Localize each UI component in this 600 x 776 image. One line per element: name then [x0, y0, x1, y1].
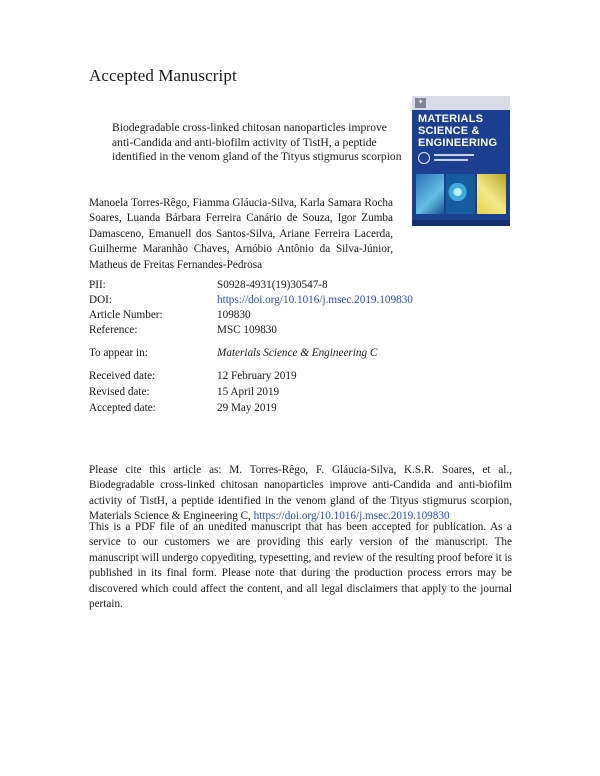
accepted-label: Accepted date:: [89, 402, 156, 414]
doi-link[interactable]: https://doi.org/10.1016/j.msec.2019.109830: [217, 294, 413, 306]
accepted-value: 29 May 2019: [217, 402, 277, 414]
journal-cover: [412, 96, 510, 226]
cover-emblem-icon: [418, 152, 430, 164]
received-value: 12 February 2019: [217, 370, 297, 382]
reference-label: Reference:: [89, 324, 138, 336]
notice-paragraph: This is a PDF file of an unedited manuscript that has been accepted for publication. As a service to our customers we are providing this early version of the manuscript. The manuscript will undergo copyediting, typesetting, and review of the resulting proof before it is published in its final form. Please note that during the production process errors may be discovered which could affect the content, and all legal disclaimers that apply to the journal pertain.: [89, 521, 512, 611]
revised-label: Revised date:: [89, 386, 150, 398]
doi-label: DOI:: [89, 294, 112, 306]
reference-value: MSC 109830: [217, 324, 277, 336]
cover-title-line3: ENGINEERING: [418, 137, 498, 149]
author-list: Manoela Torres-Rêgo, Fiamma Gláucia-Silva, Karla Samara Rocha Soares, Luanda Bárbara Ferreira Canário de Souza, Igor Zumba Damasceno, Emanuell dos Santos-Silva, Ariane Ferreira Lacerda, Guilherme Maranhão Chaves, Arnóbio Antônio da Silva-Júnior, Matheus de Freitas Fernandes-Pedrosa: [89, 197, 393, 271]
article-number-label: Article Number:: [89, 309, 163, 321]
pii-value: S0928-4931(19)30547-8: [217, 279, 328, 291]
cover-image-2: [446, 174, 475, 214]
page-heading: Accepted Manuscript: [89, 66, 237, 85]
citation-text: Please cite this article as: M. Torres-Rêgo, F. Gláucia-Silva, K.S.R. Soares, et al., Biodegradable cross-linked chitosan nanoparticles improve anti-Candida and anti-biofilm activity of TistH, a peptide identified in the venom gland of the Tityus stigmurus scorpion, Materials Science & Engineering C,: [89, 464, 512, 523]
appear-label: To appear in:: [89, 347, 148, 359]
article-number-value: 109830: [217, 309, 251, 321]
cover-image-3: [477, 174, 506, 214]
publisher-logo-icon: ✦: [415, 98, 426, 108]
cover-title-line1: MATERIALS: [418, 113, 484, 125]
cover-footer-strip: [412, 220, 510, 226]
cover-subtitle-graphic: [418, 151, 478, 167]
cover-header-strip: [412, 96, 510, 110]
received-label: Received date:: [89, 370, 156, 382]
revised-value: 15 April 2019: [217, 386, 280, 398]
appear-value: Materials Science & Engineering C: [217, 347, 378, 359]
citation-paragraph: [89, 463, 512, 525]
pii-label: PII:: [89, 279, 106, 291]
article-title: Biodegradable cross-linked chitosan nanoparticles improve anti-Candida and anti-biofilm activity of TistH, a peptide identified in the venom gland of the Tityus stigmurus scorpion: [112, 121, 402, 163]
citation-doi-link[interactable]: https://doi.org/10.1016/j.msec.2019.109830: [253, 510, 450, 523]
cover-image-1: [416, 174, 444, 214]
cover-title-line2: SCIENCE &: [418, 125, 480, 137]
